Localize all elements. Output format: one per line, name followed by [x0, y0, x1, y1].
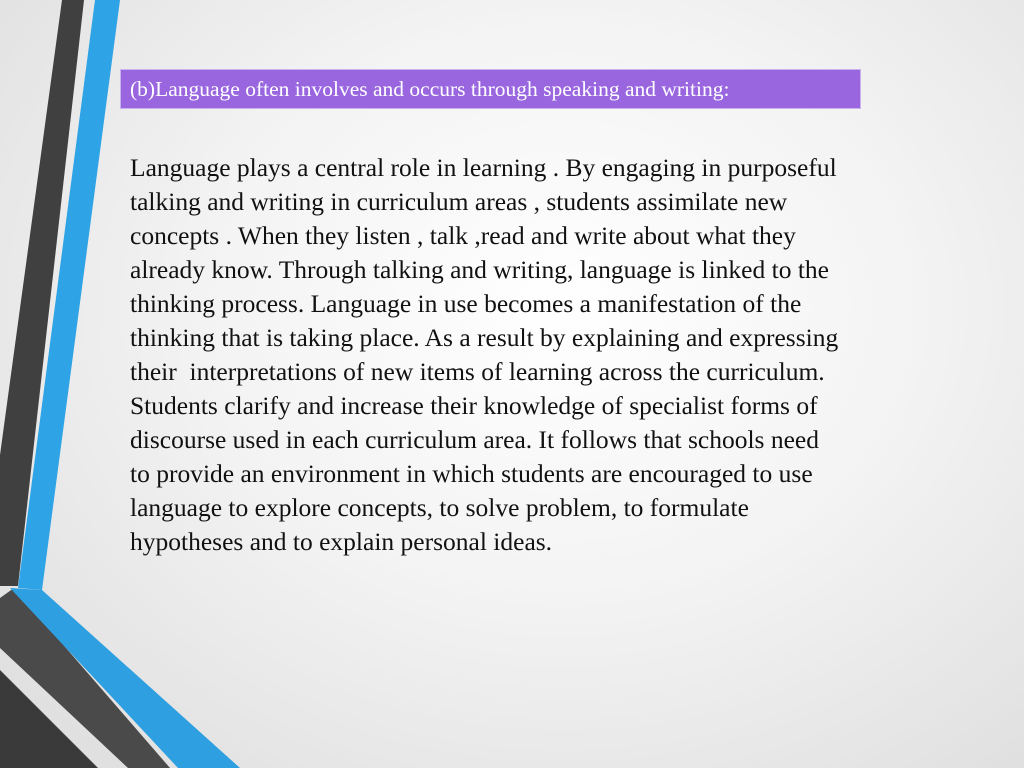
- slide-heading: [120, 69, 861, 109]
- body-text-line: thinking process. Language in use becomes a manifestation of the: [130, 289, 802, 318]
- body-text-line: language to explore concepts, to solve problem, to formulate: [130, 493, 749, 522]
- body-text-line: thinking that is taking place. As a result by explaining and expressing: [130, 323, 839, 352]
- body-text-line: Language plays a central role in learning . By engaging in purposeful: [130, 153, 837, 182]
- body-text-line: already know. Through talking and writing, language is linked to the: [130, 255, 829, 284]
- slide-heading-text: (b)Language often involves and occurs through speaking and writing:: [130, 76, 730, 101]
- body-text-line: their interpretations of new items of learning across the curriculum.: [130, 357, 825, 386]
- body-text-line: concepts . When they listen , talk ,read and write about what they: [130, 221, 796, 250]
- body-text-line: Students clarify and increase their knowledge of specialist forms of: [130, 391, 818, 420]
- body-text-line: hypotheses and to explain personal ideas.: [130, 527, 553, 556]
- body-text-line: talking and writing in curriculum areas , students assimilate new: [130, 187, 788, 216]
- body-text-line: discourse used in each curriculum area. It follows that schools need: [130, 425, 819, 454]
- body-text-line: to provide an environment in which students are encouraged to use: [130, 459, 813, 488]
- slide-body-text: [130, 151, 950, 559]
